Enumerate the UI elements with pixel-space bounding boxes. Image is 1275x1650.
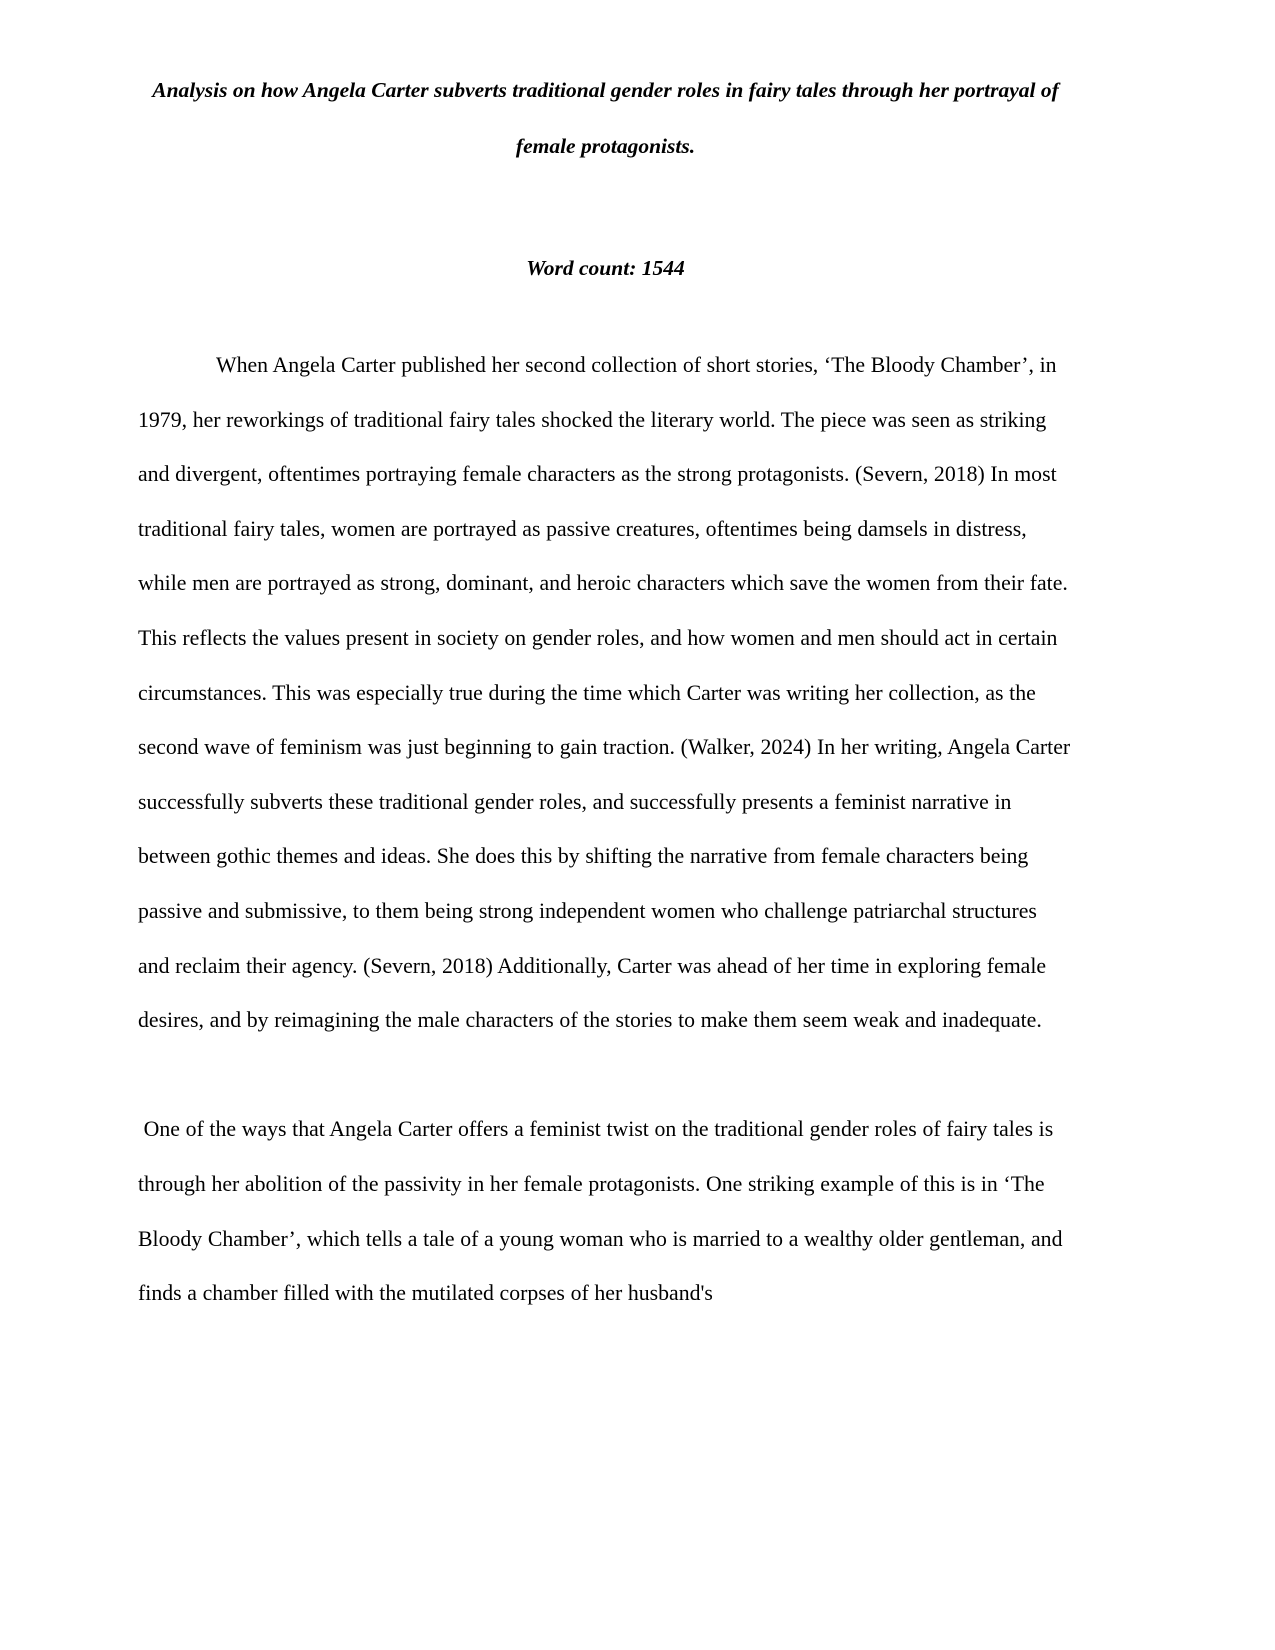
title-block [138,62,1073,174]
paragraph-spacer [138,1048,1073,1103]
word-count-label: Word count: 1544 [526,256,685,280]
body-paragraph-1: When Angela Carter published her second collection of short stories, ‘The Bloody Chamber’, in 1979, her reworkings of traditional fairy tales shocked the literary world. The piece was seen as striking and divergent, oftentimes portraying female characters as the strong protagonists. (Severn, 2018) In most traditional fairy tales, women are portrayed as passive creatures, oftentimes being damsels in distress, while men are portrayed as strong, dominant, and heroic characters which save the women from their fate. This reflects the values present in society on gender roles, and how women and men should act in certain circumstances. This was especially true during the time which Carter was writing her collection, as the second wave of feminism was just beginning to gain traction. (Walker, 2024) In her writing, Angela Carter successfully subverts these traditional gender roles, and successfully presents a feminist narrative in between gothic themes and ideas. She does this by shifting the narrative from female characters being passive and submissive, to them being strong independent women who challenge patriarchal structures and reclaim their agency. (Severn, 2018) Additionally, Carter was ahead of her time in exploring female desires, and by reimagining the male characters of the stories to make them seem weak and inadequate. [138,353,1076,1033]
body-paragraph-2: One of the ways that Angela Carter offers a feminist twist on the traditional gender roles of fairy tales is through her abolition of the passivity in her female protagonists. One striking example of this is in ‘The Bloody Chamber’, which tells a tale of a young woman who is married to a wealthy older gentleman, and finds a chamber filled with the mutilated corpses of her husband's [138,1117,1069,1306]
document-body [138,338,1076,1321]
document-title: Analysis on how Angela Carter subverts traditional gender roles in fairy tales through her portrayal of female protagonists. [152,78,1059,158]
page-content [138,0,1076,1321]
